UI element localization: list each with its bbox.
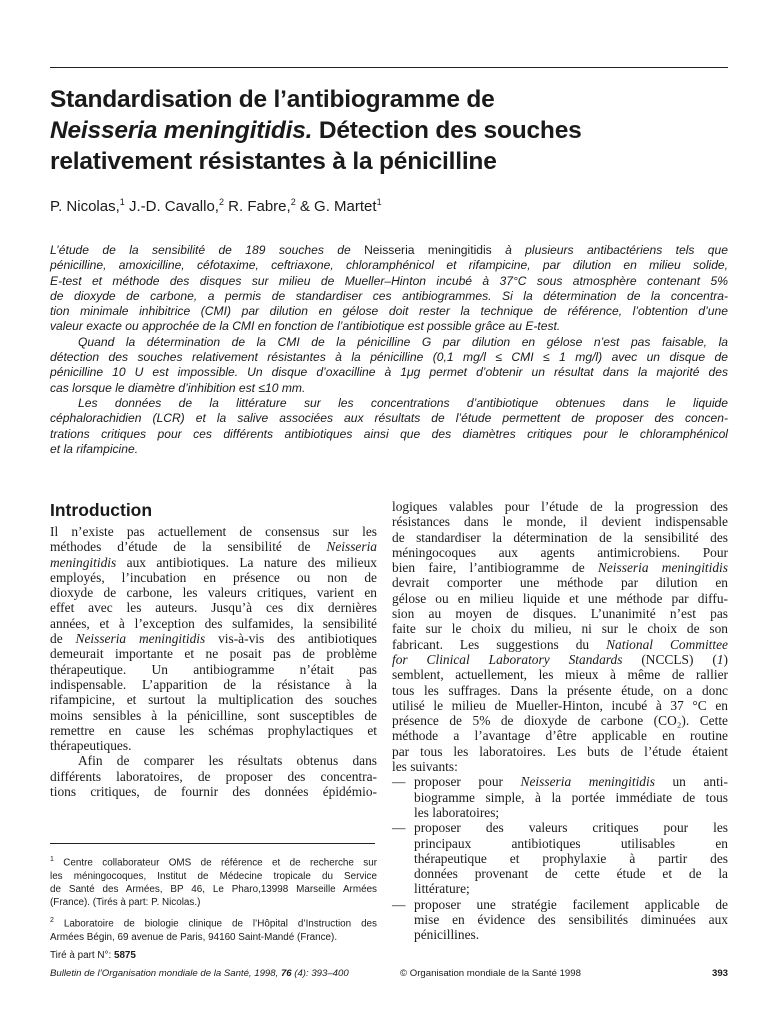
list-item bbox=[392, 820, 728, 896]
text-run: biogramme simple, à la portée immédiate de tous bbox=[414, 789, 728, 805]
journal-citation bbox=[50, 968, 349, 980]
text-line bbox=[50, 600, 377, 615]
text-run: années, et à l’exception des sulfamides, la sensibilité bbox=[50, 615, 377, 631]
footnote-line bbox=[50, 883, 377, 896]
text-run: devrait comporter une méthode par dilution en bbox=[392, 575, 728, 591]
text-run: remettre en cause les schémas prophylactiques et bbox=[50, 722, 377, 738]
text-line bbox=[392, 514, 728, 529]
text-line: Les données de la littérature sur les concentrations d’antibiotique obtenues dans le liquide bbox=[78, 395, 728, 410]
text-run: par tous les laboratoires. Les buts de l’étude étaient bbox=[392, 743, 728, 759]
text-line bbox=[414, 790, 728, 805]
text-run: utilisé le milieu de Mueller-Hinton, incubé à 37 °C en bbox=[392, 697, 728, 713]
text-line bbox=[392, 637, 728, 652]
text-line bbox=[392, 621, 728, 636]
top-rule bbox=[50, 67, 728, 68]
text-line bbox=[50, 692, 377, 707]
species-name: Neisseria meningitidis bbox=[520, 774, 655, 790]
footnote-text: Armées Bégin, 69 avenue de Paris, 94160 Saint-Mandé (France). bbox=[50, 931, 338, 943]
text-line bbox=[50, 662, 377, 677]
text-line bbox=[50, 585, 377, 600]
text-line bbox=[392, 744, 728, 759]
text-line bbox=[50, 616, 377, 631]
text-run: proposer des valeurs critiques pour les bbox=[414, 820, 728, 836]
text-run: présence de 5% de dioxyde de carbone (CO₂). Cette bbox=[392, 713, 728, 729]
text-run: aux antibiotiques. La nature des milieux bbox=[116, 554, 377, 570]
author-name: & G. Martet bbox=[295, 198, 377, 215]
footnote-line bbox=[50, 896, 377, 909]
title-line bbox=[50, 115, 730, 146]
affiliation-marker: 2 bbox=[290, 197, 296, 207]
text-line bbox=[50, 289, 728, 304]
text-run: thérapeutique et prophylaxie à partir des bbox=[414, 850, 728, 866]
reprint-number: 5875 bbox=[113, 949, 136, 961]
text-line bbox=[50, 524, 377, 539]
text-line bbox=[414, 851, 728, 866]
text-run: moins sensibles à la pénicilline, sont susceptibles de bbox=[50, 707, 377, 723]
text-run: tous les suffrages. Dans la présente étude, on a donc bbox=[392, 682, 728, 698]
text-line bbox=[414, 912, 728, 927]
footnote-text: les méningocoques, Institut de Médecine tropicale du Service bbox=[50, 870, 377, 882]
text-run: principaux antibiotiques utilisables en bbox=[414, 835, 728, 851]
citation-volume: 76 bbox=[280, 968, 292, 979]
text-run: bien faire, l’antibiogramme de bbox=[392, 560, 598, 576]
text-run: E-test et méthode des disques sur milieu de Mueller–Hinton incubé à 37°C sous atmosphère contenant 5% bbox=[50, 273, 728, 288]
text-run: sion au moyen de disques. L’unanimité n’est pas bbox=[392, 606, 728, 622]
text-line bbox=[414, 774, 728, 789]
copyright-notice: © Organisation mondiale de la Santé 1998 bbox=[400, 968, 581, 979]
text-line bbox=[414, 897, 728, 912]
reprint-line bbox=[50, 949, 377, 962]
text-run: vis-à-vis des antibiotiques bbox=[205, 631, 377, 647]
affiliation-marker: 1 bbox=[376, 197, 382, 207]
footnote-text: Centre collaborateur OMS de référence et de recherche sur bbox=[53, 857, 377, 869]
affiliation-marker: 2 bbox=[218, 197, 224, 207]
text-run: de dioxyde de carbone, a permis de standardiser ces antibiogrammes. Si la détermination de la concentra- bbox=[50, 288, 728, 303]
text-run: semblent, actuellement, les mieux à même de rallier bbox=[392, 667, 728, 683]
italic-run: National Committee bbox=[606, 636, 728, 652]
text-line bbox=[392, 728, 728, 743]
reprint-label: Tiré à part N°: bbox=[50, 949, 114, 961]
text-line bbox=[392, 606, 728, 621]
text-line bbox=[392, 759, 728, 774]
text-run: faite sur le choix du milieu, ni sur le choix de son bbox=[392, 621, 728, 637]
body-column-left bbox=[50, 524, 377, 799]
title-species: Neisseria meningitidis. bbox=[50, 117, 313, 144]
text-line bbox=[50, 258, 728, 273]
citation-text: Bulletin de l’Organisation mondiale de la Santé, 1998, bbox=[50, 968, 281, 979]
text-line bbox=[50, 646, 377, 661]
text-run: dioxyde de carbone, les valeurs critiques, varient en bbox=[50, 585, 377, 601]
list-dash: — bbox=[392, 820, 406, 836]
text-line: céphalorachidien (LCR) et la salive associées aux résultats de l’étude permettent de proposer des concen- bbox=[50, 411, 728, 426]
text-run: Il n’existe pas actuellement de consensus sur les bbox=[50, 524, 377, 539]
text-line bbox=[50, 539, 377, 554]
footnote-text: de Santé des Armées, BP 46, Le Pharo,13998 Marseille Armées bbox=[50, 883, 377, 895]
footnote-line bbox=[50, 853, 377, 870]
text-run: ) bbox=[723, 651, 728, 667]
footnotes bbox=[50, 853, 377, 962]
text-line: tions critiques, de fournir des données épidémio- bbox=[50, 784, 377, 800]
text-line bbox=[50, 555, 377, 570]
text-line bbox=[392, 499, 728, 514]
body-column-right bbox=[392, 499, 728, 943]
text-line: Afin de comparer les résultats obtenus dans bbox=[78, 753, 377, 769]
text-run: les suivants: bbox=[392, 759, 458, 775]
text-run: employés, l’incubation en présence ou non de bbox=[50, 569, 377, 585]
text-line: pénicilline 10 U est impossible. Un disque d’oxacilline à 1μg permet d’obtenir un résultat dans la majorité des bbox=[50, 365, 728, 380]
text-line bbox=[50, 570, 377, 585]
text-run: données provenant de cette étude et de la bbox=[414, 866, 728, 882]
text-line bbox=[414, 927, 728, 942]
text-run: mise en évidence des sensibilités diminuées aux bbox=[414, 912, 728, 928]
text-line: et la rifampicine. bbox=[50, 441, 139, 456]
citation-issue: (4): 393–400 bbox=[291, 968, 349, 979]
text-run: proposer pour bbox=[414, 774, 521, 790]
text-line bbox=[414, 866, 728, 881]
author-name: J.-D. Cavallo, bbox=[124, 198, 219, 215]
footnote-marker: 2 bbox=[50, 917, 54, 925]
text-line bbox=[50, 304, 728, 319]
page-number: 393 bbox=[711, 968, 728, 979]
italic-run: Neisseria meningitidis bbox=[597, 560, 728, 576]
text-run: (NCCLS) ( bbox=[622, 651, 717, 667]
text-run: pénicillines. bbox=[414, 927, 480, 943]
text-line bbox=[414, 820, 728, 835]
list-item-text bbox=[414, 774, 728, 820]
text-line bbox=[392, 575, 728, 590]
text-line: différents laboratoires, de proposer des concentra- bbox=[50, 768, 377, 784]
text-run: méthode a l’avantage d’être applicable en routine bbox=[392, 728, 728, 744]
species-name: Neisseria bbox=[326, 539, 377, 555]
text-line bbox=[50, 708, 377, 723]
text-run: valeur exacte ou approchée de la CMI en fonction de l’antibiotique est possible grâce au E-test. bbox=[50, 319, 561, 334]
text-run: littérature; bbox=[414, 881, 470, 897]
abstract bbox=[50, 243, 728, 457]
text-line bbox=[392, 652, 728, 667]
footnote-text: (France). (Tirés à part: P. Nicolas.) bbox=[50, 896, 201, 908]
footnote-line bbox=[50, 914, 377, 931]
italic-run: 1 bbox=[716, 651, 724, 667]
author-name: R. Fabre, bbox=[224, 198, 291, 215]
text-line bbox=[50, 677, 377, 692]
author-name: P. Nicolas, bbox=[50, 198, 120, 215]
text-line bbox=[392, 698, 728, 713]
footnote-rule bbox=[50, 843, 375, 844]
article-title bbox=[50, 84, 730, 177]
text-run: méningocoques aux agents antimicrobiens. Pour bbox=[392, 544, 728, 560]
text-run: indispensable. L’apparition de la résistance à la bbox=[50, 676, 377, 692]
italic-run: for Clinical Laboratory Standards bbox=[392, 651, 623, 667]
footnote-line bbox=[50, 870, 377, 883]
text-run: de standardiser la détermination de la sensibilité des bbox=[392, 529, 728, 545]
author-list bbox=[50, 193, 730, 216]
list-item-text bbox=[414, 897, 728, 943]
text-line bbox=[392, 667, 728, 682]
list-item-text bbox=[414, 820, 728, 896]
text-run: thérapeutique. Un antibiogramme n’était pas bbox=[50, 661, 377, 677]
text-run: gélose ou en milieu liquide et une méthode par diffu- bbox=[392, 590, 728, 606]
text-line bbox=[50, 723, 377, 738]
text-line bbox=[50, 631, 377, 646]
list-dash: — bbox=[392, 774, 406, 790]
title-line: Standardisation de l’antibiogramme de bbox=[50, 86, 495, 113]
title-line: relativement résistantes à la pénicilline bbox=[50, 148, 497, 175]
text-run: de bbox=[50, 631, 76, 647]
text-line bbox=[392, 530, 728, 545]
species-name: Neisseria meningitidis bbox=[75, 631, 206, 647]
text-line: trations critiques pour ces différents antibiotiques ainsi que des diamètres critiques pour le chloramphénicol bbox=[50, 426, 728, 441]
text-run: les laboratoires; bbox=[414, 804, 500, 820]
text-run: demeurait importante et ne posait pas de problème bbox=[50, 646, 377, 662]
list-dash: — bbox=[392, 896, 406, 912]
text-run: rifampicine, et surtout la multiplication des souches bbox=[50, 692, 377, 708]
section-heading-introduction: Introduction bbox=[50, 500, 153, 520]
text-run: à plusieurs antibactériens tels que bbox=[491, 243, 728, 257]
text-line bbox=[414, 881, 728, 896]
text-line bbox=[392, 560, 728, 575]
footnote-text: Laboratoire de biologie clinique de l’Hôpital d’Instruction des bbox=[53, 918, 377, 930]
text-line bbox=[392, 591, 728, 606]
text-line: cas lorsque le diamètre d’inhibition est ≤10 mm. bbox=[50, 380, 306, 395]
text-line bbox=[392, 713, 728, 728]
list-item bbox=[392, 897, 728, 943]
text-line bbox=[414, 805, 728, 820]
text-line bbox=[50, 274, 728, 289]
title-line-rest: Détection des souches bbox=[312, 117, 582, 144]
text-line bbox=[50, 243, 728, 258]
text-line: Quand la détermination de la CMI de la pénicilline G par dilution en gélose n’est pas faisable, la bbox=[78, 334, 728, 349]
text-run: méthodes d’étude de la sensibilité de bbox=[50, 539, 327, 555]
text-run: un anti- bbox=[654, 774, 728, 790]
species-name: meningitidis bbox=[50, 554, 117, 570]
footnote-line bbox=[50, 931, 377, 944]
text-run: thérapeutiques. bbox=[50, 738, 132, 754]
text-line bbox=[414, 836, 728, 851]
text-run: tion minimale inhibitrice (CMI) par dilution en gélose doit rester la technique de référence, l’obtention d’une bbox=[50, 304, 728, 319]
text-run: logiques valables pour l’étude de la progression des bbox=[392, 499, 728, 514]
text-line: détection des souches relativement résistantes à la pénicilline (0,1 mg/l ≤ CMI ≤ 1 mg/l) avec un disque de bbox=[50, 350, 728, 365]
text-run: résistances dans le monde, il devient indispensable bbox=[392, 514, 728, 530]
text-line bbox=[50, 319, 728, 334]
footnote-marker: 1 bbox=[50, 856, 54, 863]
species-name: Neisseria meningitidis bbox=[364, 243, 492, 257]
text-line bbox=[50, 738, 377, 753]
text-line bbox=[392, 683, 728, 698]
text-line bbox=[392, 545, 728, 560]
text-run: pénicilline, amoxicilline, céfotaxime, ceftriaxone, chloramphénicol et rifampicine, par dilution en milieu solide, bbox=[50, 258, 728, 273]
text-run: fabricant. Les suggestions du bbox=[392, 636, 607, 652]
text-run: effet avec les auteurs. Jusqu’à ces dix dernières bbox=[50, 600, 377, 616]
affiliation-marker: 1 bbox=[119, 197, 125, 207]
list-item bbox=[392, 774, 728, 820]
text-run: proposer une stratégie facilement applicable de bbox=[414, 896, 728, 912]
text-run: L’étude de la sensibilité de 189 souches de bbox=[50, 243, 365, 257]
